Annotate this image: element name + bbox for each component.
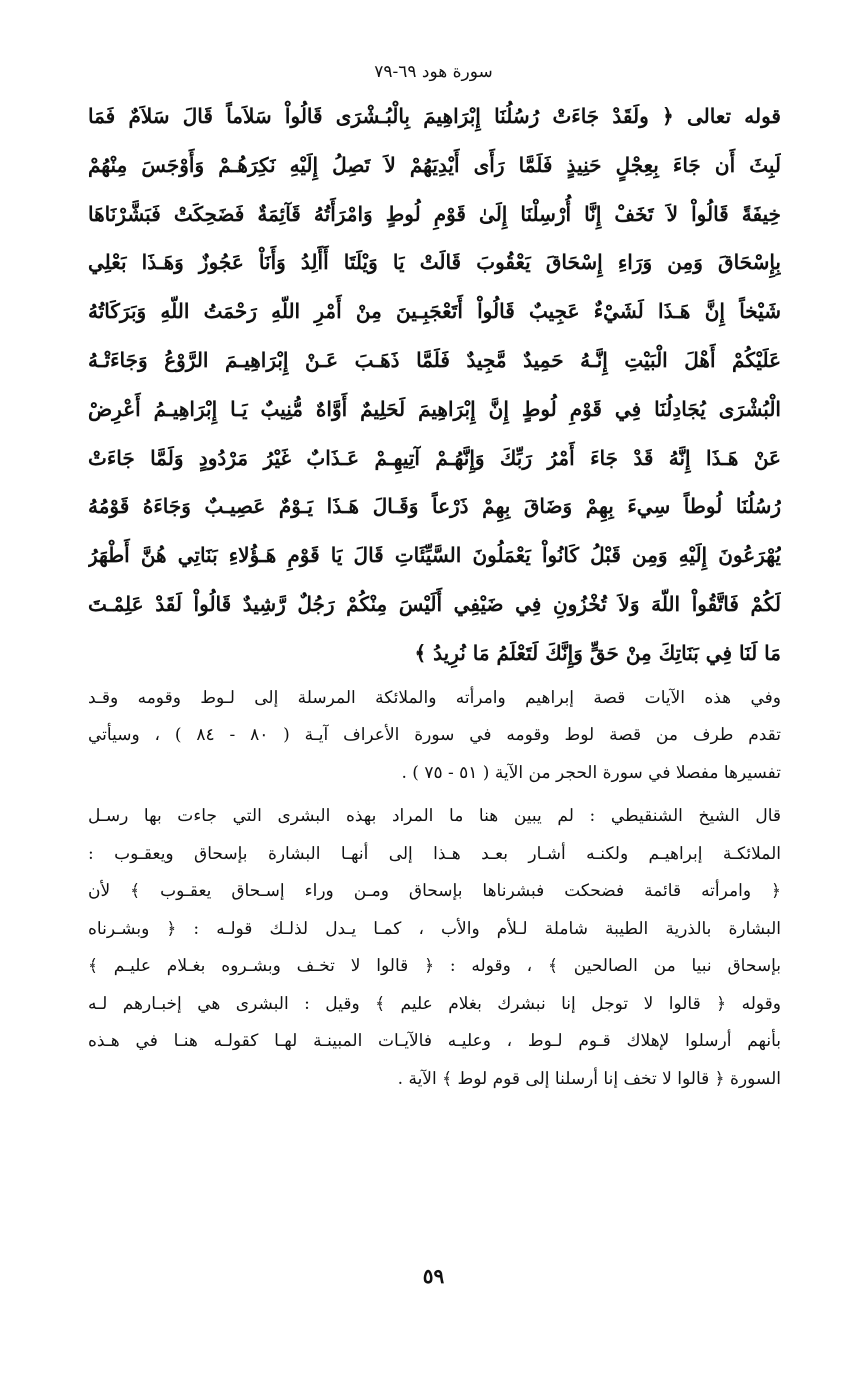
paragraph-line: وفي هذه الآيات قصة إبراهيم وامرأته والملائكة المرسلة إلى لـوط وقومه وقـد — [88, 687, 781, 708]
verse-line: قوله تعالى ﴿ ولَقَدْ جَاءَتْ رُسُلُنَا إِبْرَاهِيمَ بِالْبُـشْرَى قَالُواْ سَلاَماً قَالَ سَلاَمٌ فَمَا — [88, 104, 781, 128]
paragraph-line: وقوله ﴿ قالوا لا توجل إنا نبشرك بغلام عليم ﴾ وقيل : البشرى هي إخبـارهم لـه — [88, 993, 781, 1014]
quran-verse-block — [88, 92, 781, 678]
verse-line: عَلَيْكُمْ أَهْلَ الْبَيْتِ إِنَّـهُ حَمِيدٌ مَّجِيدٌ فَلَمَّا ذَهَـبَ عَـنْ إِبْرَاهِيـمَ الرَّوْعُ وَجَاءَتْـهُ — [88, 347, 781, 372]
paragraph-line: ﴿ وامرأته قائمة فضحكت فبشرناها بإسحاق ومـن وراء إسـحاق يعقـوب ﴾ لأن — [88, 881, 781, 902]
paragraph-line: السورة ﴿ قالوا لا تخف إنا أرسلنا إلى قوم لوط ﴾ الآية . — [397, 1068, 781, 1089]
paragraph-line: البشارة بالذرية الطيبة شاملة لـلأم والأب ، كمـا يـدل لذلـك قولـه : ﴿ وبشـرناه — [88, 918, 781, 939]
page-number: ٥٩ — [422, 1264, 445, 1288]
verse-line: خِيفَةً قَالُواْ لاَ تَخَفْ إِنَّا أُرْسِلْنَا إِلَىٰ قَوْمِ لُوطٍ وَامْرَأَتُهُ قَآئِمَةٌ فَضَحِكَتْ فَبَشَّرْنَاهَا — [88, 201, 781, 226]
paragraph-line: تقدم طرف من قصة لوط وقومه في سورة الأعراف آيـة ( ٨٠ - ٨٤ ) ، وسيأتي — [88, 725, 781, 746]
verse-line: الْبُشْرَى يُجَادِلُنَا فِي قَوْمِ لُوطٍ إِنَّ إِبْرَاهِيمَ لَحَلِيمٌ أَوَّاهٌ مُّنِيبٌ يَـا إِبْرَاهِيـمُ أَعْرِضْ — [88, 396, 781, 421]
verse-line: مَا لَنَا فِي بَنَاتِكَ مِنْ حَقٍّ وَإِنَّكَ لَتَعْلَمُ مَا نُرِيدُ ﴾ — [414, 640, 781, 665]
commentary-paragraph-2 — [88, 798, 781, 1098]
paragraph-line: تفسيرها مفصلا في سورة الحجر من الآية ( ٥١ - ٧٥ ) . — [401, 762, 781, 783]
page-body — [88, 92, 781, 1098]
paragraph-line: بأنهم أرسلوا لإهلاك قـوم لـوط ، وعليـه فالآيـات المبينـة لهـا كقولـه هنـا في هـذه — [88, 1031, 781, 1052]
verse-line: بِإِسْحَاقَ وَمِن وَرَاءِ إِسْحَاقَ يَعْقُوبَ قَالَتْ يَا وَيْلَتَا أَأَلِدُ وَأَنَاْ عَجُوزٌ وَهَـذَا بَعْلِي — [88, 250, 781, 275]
verse-line: يُهْرَعُونَ إِلَيْهِ وَمِن قَبْلُ كَانُواْ يَعْمَلُونَ السَّيِّئَاتِ قَالَ يَا قَوْمِ هَـؤُلاءِ بَنَاتِي هُنَّ أَطْهَرُ — [88, 543, 781, 568]
verse-line: لَكُمْ فَاتَّقُواْ اللّهَ وَلاَ تُخْزُونِ فِي ضَيْفِي أَلَيْسَ مِنْكُمْ رَجُلٌ رَّشِيدٌ قَالُواْ لَقَدْ عَلِمْـتَ — [88, 591, 781, 616]
running-header: سورة هود ٦٩-٧٩ — [374, 62, 493, 82]
paragraph-line: قال الشيخ الشنقيطي : لم يبين هنا ما المراد بهذه البشرى التي جاءت بها رسـل — [88, 806, 781, 827]
paragraph-line: الملائكـة إبراهيـم ولكنـه أشـار بعـد هـذا إلى أنهـا البشارة بإسحاق ويعقـوب : — [88, 843, 781, 864]
verse-line: شَيْخاً إِنَّ هَـذَا لَشَيْءٌ عَجِيبٌ قَالُواْ أَتَعْجَبِـينَ مِنْ أَمْرِ اللّهِ رَحْمَتُ اللّهِ وَبَرَكَاتُهُ — [88, 299, 781, 324]
paragraph-line: بإسحاق نبيا من الصالحين ﴾ ، وقوله : ﴿ قالوا لا تخـف وبشـروه بغـلام عليـم ﴾ — [88, 956, 781, 977]
verse-line: رُسُلُنَا لُوطاً سِيءَ بِهِمْ وَضَاقَ بِهِمْ ذَرْعاً وَقَـالَ هَـذَا يَـوْمٌ عَصِيـبٌ وَجَاءَهُ قَوْمُهُ — [88, 494, 781, 519]
commentary-paragraph-1 — [88, 680, 781, 793]
verse-line: لَبِثَ أَن جَاءَ بِعِجْلٍ حَنِيذٍ فَلَمَّا رَأَى أَيْدِيَهُمْ لاَ تَصِلُ إِلَيْهِ نَكِرَهُـمْ وَأَوْجَسَ مِنْهُمْ — [88, 152, 781, 177]
verse-line: عَنْ هَـذَا إِنَّهُ قَدْ جَاءَ أَمْرُ رَبِّكَ وَإِنَّهُـمْ آتِيهِـمْ عَـذَابٌ غَيْرُ مَرْدُودٍ وَلَمَّا جَاءَتْ — [88, 445, 781, 470]
